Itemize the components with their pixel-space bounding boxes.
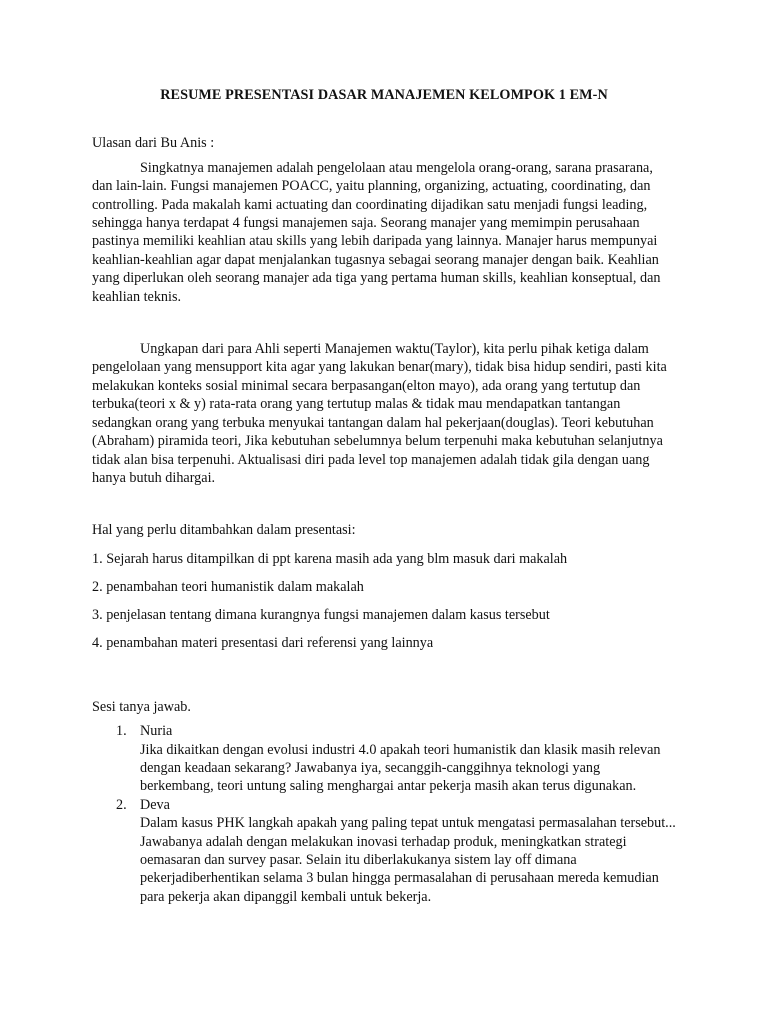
paragraph-1: Singkatnya manajemen adalah pengelolaan atau mengelola orang-orang, sarana prasarana, dan lain-lain. Fungsi manajemen POACC, yaitu planning, organizing, actuating, coordinating, dan controlling. Pada makalah kami actuating dan coordinating dijadikan satu menjadi fungsi leading, sehingga hanya terdapat 4 fungsi manajemen saja. Seorang manajer yang memimpin perusahaan pastinya memiliki keahlian atau skills yang lebih daripada yang lainnya. Manajer harus mempunyai keahlian-keahlian agar dapat menjalankan tugasnya sebagai seorang manajer dengan baik. Keahlian yang diperlukan oleh seorang manajer ada tiga yang pertama human skills, keahlian konseptual, dan keahlian teknis.	[92, 159, 661, 305]
addition-item-2: 2. penambahan teori humanistik dalam makalah	[92, 578, 364, 595]
document-title: RESUME PRESENTASI DASAR MANAJEMEN KELOMPOK 1 EM-N	[160, 87, 608, 103]
qa-item-nuria	[92, 722, 676, 796]
qa-answer-text: Jika dikaitkan dengan evolusi industri 4.0 apakah teori humanistik dan klasik masih relevan dengan keadaan sekarang? Jawabanya iya, secanggih-canggihnya teknologi yang berkembang, teori untung saling menghargai antar pekerja masih akan terus digunakan.	[140, 741, 661, 795]
qa-number: 1.	[116, 723, 127, 740]
qa-number: 2.	[116, 796, 127, 813]
qa-heading: Sesi tanya jawab.	[92, 698, 191, 715]
additions-heading: Hal yang perlu ditambahkan dalam presentasi:	[92, 522, 356, 539]
spacer	[92, 487, 676, 521]
spacer	[92, 662, 676, 698]
addition-item-3: 3. penjelasan tentang dimana kurangnya fungsi manajemen dalam kasus tersebut	[92, 606, 550, 623]
qa-answer-text: Dalam kasus PHK langkah apakah yang paling tepat untuk mengatasi permasalahan tersebut... Jawabanya adalah dengan melakukan inovasi terhadap produk, meningkatkan strategi oemasaran dan survey pasar. Selain itu diberlakukanya sistem lay off dimana pekerjadiberhentikan selama 3 bulan hingga permasalahan di perusahaan mereda kemudian para pekerja akan dipanggil kembali untuk bekerja.	[140, 815, 676, 905]
spacer	[92, 306, 676, 340]
addition-item-1: 1. Sejarah harus ditampilkan di ppt karena masih ada yang blm masuk dari makalah	[92, 550, 568, 567]
review-label: Ulasan dari Bu Anis :	[92, 135, 215, 152]
addition-item-4: 4. penambahan materi presentasi dari referensi yang lainnya	[92, 634, 434, 651]
qa-asker-name: Deva	[140, 796, 170, 813]
qa-item-deva	[92, 796, 676, 906]
paragraph-2: Ungkapan dari para Ahli seperti Manajemen waktu(Taylor), kita perlu pihak ketiga dalam pengelolaan yang mensupport kita agar yang lakukan benar(mary), tidak bisa hidup sendiri, pasti kita melakukan konteks sosial minimal secara berpasangan(elton mayo), ada orang yang tertutup dan terbuka(teori x & y) rata-rata orang yang tertutup malas & tidak mau mendapatkan tantangan sedangkan orang yang terbuka menyukai tantangan dalam hal pekerjaan(douglas). Teori kebutuhan (Abraham) piramida teori, Jika kebutuhan sebelumnya belum terpenuhi maka kebutuhan selanjutnya tidak alan bisa terpenuhi. Aktualisasi diri pada level top manajemen adalah tidak gila dengan uang hanya butuh dihargai.	[92, 341, 667, 486]
qa-list	[92, 722, 676, 906]
qa-asker-name: Nuria	[140, 723, 173, 740]
